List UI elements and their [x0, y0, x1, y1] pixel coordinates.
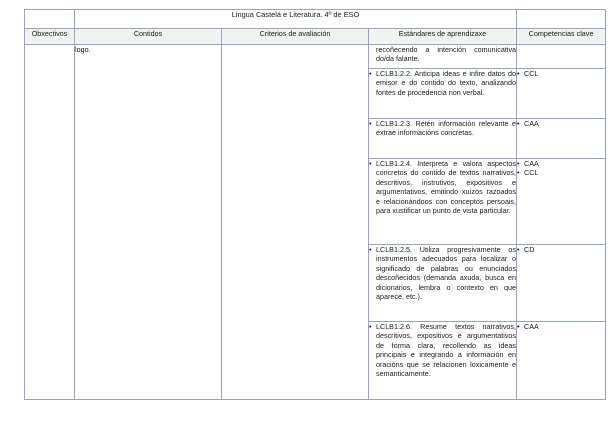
obxectivos-cell	[25, 45, 75, 400]
competencies-cell	[517, 45, 606, 69]
bullet: •	[517, 69, 520, 78]
bullet: •	[369, 119, 372, 128]
standard-text: LCLB1.2.3. Retén información relevante e extrae informacións concretas.	[376, 119, 517, 138]
bullet: •	[517, 245, 520, 254]
standard-cell	[369, 159, 517, 245]
competencies-cell	[517, 245, 606, 322]
header-estandares: Estándares de aprendizaxe	[369, 29, 517, 45]
competencies-cell	[517, 119, 606, 159]
competency: CAA	[524, 159, 539, 168]
standard-cell	[369, 245, 517, 322]
bullet: •	[369, 69, 372, 78]
competency: CCL	[524, 69, 539, 78]
standard-text: LCLB1.2.5. Utiliza progresivamente os instrumentos adecuados para localizar o significado de palabras ou enunciados descoñecidos (demanda axuda, busca en dicionarios, lembra o contexto en que aparece, etc.).	[376, 245, 517, 302]
bullet: •	[369, 245, 372, 254]
standard-cell	[369, 322, 517, 400]
title-blank-cell-right	[517, 10, 606, 29]
table-row	[25, 45, 606, 69]
standard-text: LCLB1.2.2. Anticipa ideas e infire datos do emisor e do contido do texto, analizando fontes de procedencia non verbal.	[376, 69, 517, 97]
criterios-cell	[222, 45, 369, 400]
standard-text: recoñecendo a intención comunicativa do/da falante.	[376, 45, 517, 64]
standard-cell	[369, 69, 517, 119]
standard-cell	[369, 45, 517, 69]
header-criterios: Criterios de avaliación	[222, 29, 369, 45]
header-obxectivos: Obxectivos	[25, 29, 75, 45]
competencies-cell	[517, 69, 606, 119]
bullet: •	[369, 159, 372, 168]
header-row	[25, 29, 606, 45]
standard-text: LCLB1.2.4. Interpreta e valora aspectos concretos do contido de textos narrativos, descritivos, instrutivos, expositivos e argumentativos, emitindo xuízos razoados e relacionándoos con conceptos persoais, para xustificar un punto de vista particular.	[376, 159, 517, 216]
bullet: •	[517, 159, 520, 168]
competencies-cell	[517, 322, 606, 400]
competency: CAA	[524, 119, 539, 128]
table-title: Lingua Castelá e Literatura. 4º de ESO	[75, 10, 517, 29]
standard-cell	[369, 119, 517, 159]
title-row	[25, 10, 606, 29]
header-contidos: Contidos	[75, 29, 222, 45]
bullet: •	[517, 322, 520, 331]
bullet: •	[517, 119, 520, 128]
header-competencias: Competencias clave	[517, 29, 606, 45]
contidos-text: logo.	[75, 45, 91, 54]
contidos-cell	[75, 45, 222, 400]
competency: CCL	[524, 168, 539, 178]
competencies-cell	[517, 159, 606, 245]
standard-text: LCLB1.2.6. Resume textos narrativos, descritivos, expositivos e argumentativos de forma clara, recollendo as ideas principais e integrando a información en oracións que se relacionen loxicamente e semanticamente.	[376, 322, 517, 379]
competency: CD	[524, 245, 535, 254]
bullet: •	[517, 168, 520, 178]
competency: CAA	[524, 322, 539, 331]
curriculum-table	[24, 9, 606, 400]
title-blank-cell	[25, 10, 75, 29]
bullet: •	[369, 322, 372, 331]
